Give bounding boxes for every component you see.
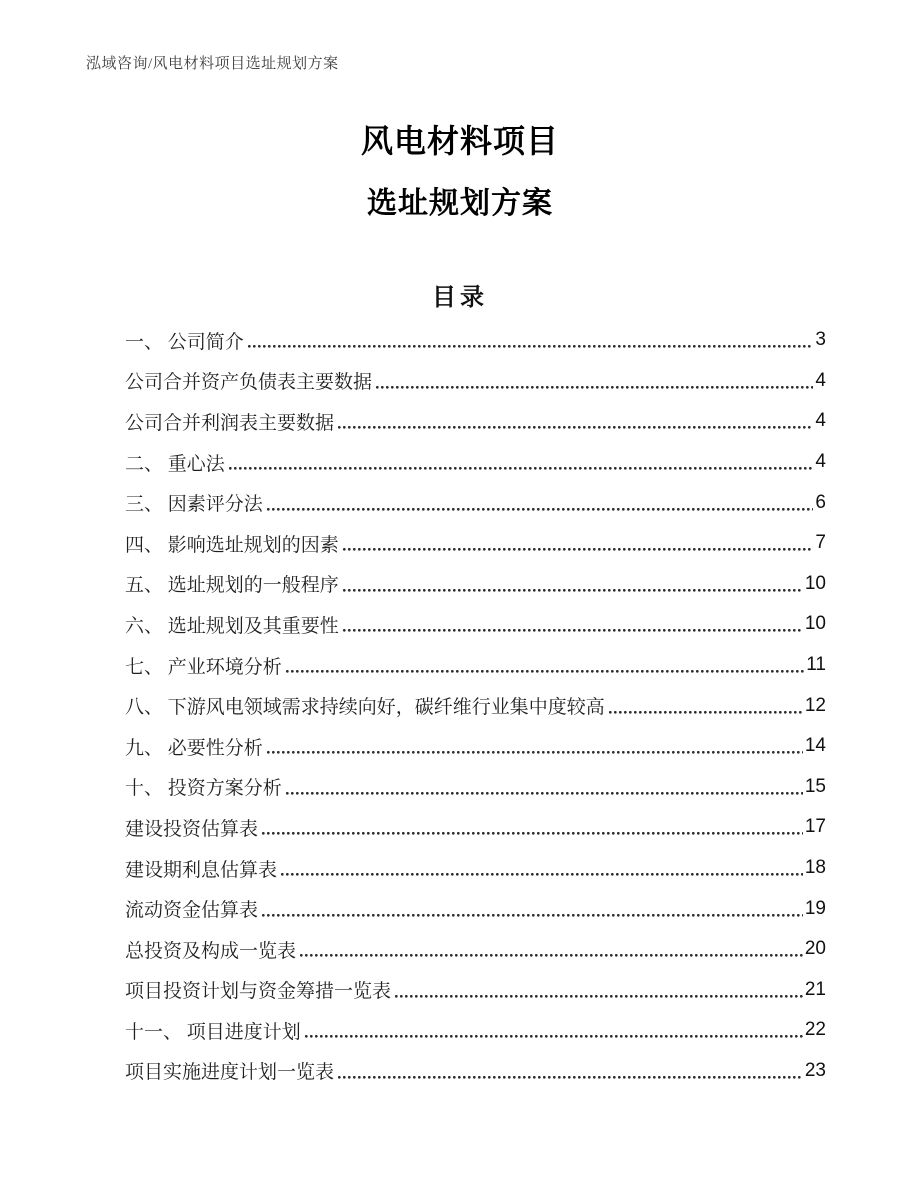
dot-leader	[300, 939, 803, 959]
toc-page-number: 4	[815, 451, 826, 473]
dot-leader	[248, 330, 814, 350]
toc-entry-label: 总投资及构成一览表	[125, 940, 297, 962]
toc-page-number: 15	[804, 775, 826, 797]
dot-leader	[286, 777, 803, 797]
toc-entry[interactable]	[125, 807, 826, 848]
toc-entry[interactable]	[125, 970, 826, 1011]
dot-leader	[343, 614, 803, 634]
toc-entry-label: 八、 下游风电领域需求持续向好，碳纤维行业集中度较高	[125, 697, 605, 719]
dot-leader	[343, 574, 803, 594]
dot-leader	[281, 858, 803, 878]
toc-entry[interactable]	[125, 1010, 826, 1051]
toc-page-number: 19	[804, 897, 826, 919]
toc-page-number: 14	[804, 735, 826, 757]
toc-entry[interactable]	[125, 361, 826, 402]
toc-page-number: 3	[815, 329, 826, 351]
toc-entry-label: 建设投资估算表	[125, 818, 259, 840]
toc-entry[interactable]	[125, 482, 826, 523]
toc-entry-label: 十一、 项目进度计划	[125, 1021, 301, 1043]
toc-entry-label: 项目实施进度计划一览表	[125, 1062, 335, 1084]
toc-page-number: 22	[804, 1019, 826, 1041]
toc-entry[interactable]	[125, 767, 826, 808]
toc-entry-label: 流动资金估算表	[125, 900, 259, 922]
toc-page-number: 17	[804, 816, 826, 838]
dot-leader	[376, 371, 813, 391]
toc-page-number: 10	[804, 572, 826, 594]
toc-page-number: 7	[815, 532, 826, 554]
toc-entry[interactable]	[125, 442, 826, 483]
toc-page-number: 6	[815, 491, 826, 513]
toc-entry-label: 建设期利息估算表	[125, 859, 278, 881]
dot-leader	[286, 655, 805, 675]
dot-leader	[343, 533, 814, 553]
toc-entry-label: 公司合并资产负债表主要数据	[125, 372, 373, 394]
toc-entry-label: 公司合并利润表主要数据	[125, 412, 335, 434]
toc-entry-label: 二、 重心法	[125, 453, 225, 475]
toc-page-number: 23	[804, 1059, 826, 1081]
toc-heading: 目录	[432, 285, 488, 311]
dot-leader	[395, 980, 803, 1000]
toc-entry[interactable]	[125, 401, 826, 442]
toc-list	[125, 320, 826, 1091]
dot-leader	[267, 736, 803, 756]
toc-entry-label: 三、 因素评分法	[125, 494, 263, 516]
toc-entry[interactable]	[125, 320, 826, 361]
toc-entry[interactable]	[125, 848, 826, 889]
toc-entry[interactable]	[125, 564, 826, 605]
toc-entry-label: 一、 公司简介	[125, 331, 244, 353]
dot-leader	[305, 1020, 803, 1040]
toc-entry[interactable]	[125, 604, 826, 645]
dot-leader	[338, 411, 813, 431]
toc-entry[interactable]	[125, 726, 826, 767]
toc-entry[interactable]	[125, 929, 826, 970]
dot-leader	[262, 899, 803, 919]
document-title-line2: 选址规划方案	[367, 187, 553, 220]
toc-entry[interactable]	[125, 1051, 826, 1092]
dot-leader	[229, 452, 814, 472]
toc-page-number: 4	[815, 410, 826, 432]
toc-page-number: 20	[804, 938, 826, 960]
toc-entry[interactable]	[125, 523, 826, 564]
toc-entry-label: 十、 投资方案分析	[125, 778, 282, 800]
toc-entry-label: 五、 选址规划的一般程序	[125, 575, 339, 597]
toc-page-number: 18	[804, 857, 826, 879]
toc-entry-label: 九、 必要性分析	[125, 737, 263, 759]
toc-page-number: 12	[804, 694, 826, 716]
dot-leader	[338, 1061, 803, 1081]
toc-entry-label: 项目投资计划与资金筹措一览表	[125, 981, 392, 1003]
dot-leader	[267, 493, 814, 513]
document-title-line1: 风电材料项目	[360, 123, 559, 159]
toc-page-number: 11	[806, 654, 826, 676]
toc-page-number: 21	[804, 978, 826, 1000]
dot-leader	[262, 817, 803, 837]
page-header-text: 泓域咨询/风电材料项目选址规划方案	[86, 56, 339, 72]
toc-entry[interactable]	[125, 888, 826, 929]
toc-entry-label: 四、 影响选址规划的因素	[125, 534, 339, 556]
toc-entry-label: 七、 产业环境分析	[125, 656, 282, 678]
toc-page-number: 4	[815, 369, 826, 391]
toc-page-number: 10	[804, 613, 826, 635]
toc-entry-label: 六、 选址规划及其重要性	[125, 615, 339, 637]
dot-leader	[609, 696, 803, 716]
toc-entry[interactable]	[125, 645, 826, 686]
toc-entry[interactable]	[125, 685, 826, 726]
